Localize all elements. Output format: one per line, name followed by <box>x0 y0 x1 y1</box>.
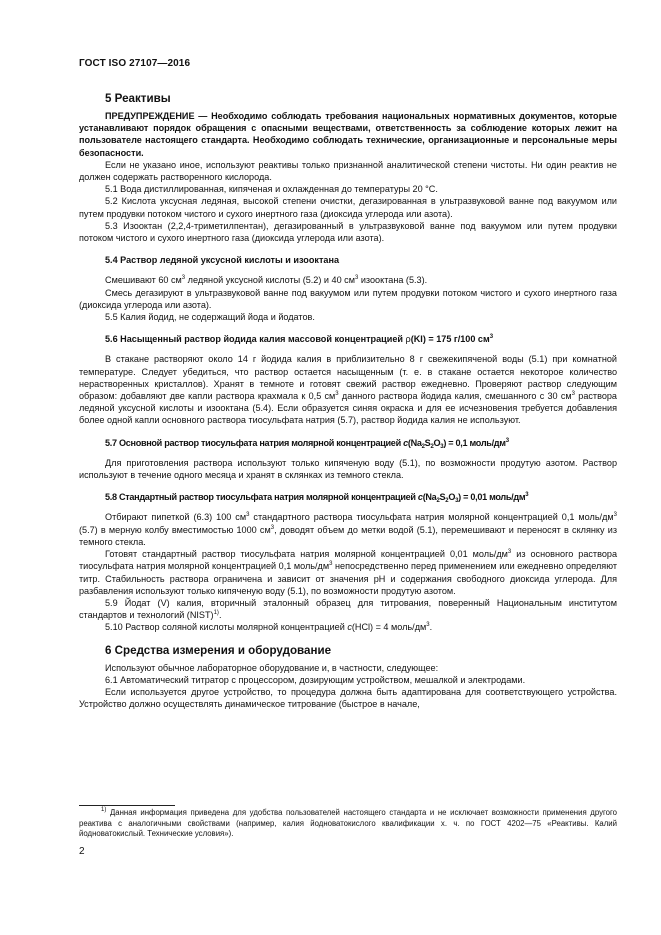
heading-5-6: 5.6 Насыщенный раствор йодида калия массовой концентрацией ρ(KI) = 175 г/100 $см^3$ <box>105 334 494 345</box>
paragraph-5-5: 5.5 Калия йодид, не содержащий йода и йодатов. <box>105 312 315 323</box>
paragraph-6-1: 6.1 Автоматический титратор с процессором, дозирующим устройством, мешалкой и электродами. <box>105 674 526 685</box>
paragraph-5-4a: Смешивают 60 $см^3$ ледяной уксусной кислоты (5.2) и 40 $см^3$ изооктана (5.3). <box>105 275 428 286</box>
paragraph-5-7: Для приготовления раствора используют только кипяченую воду (5.1), по возможности продутую азотом. Раствор используют в течение одного месяца и хранят в склянках из темного стекла. <box>79 457 617 481</box>
page-number: 2 <box>79 846 85 857</box>
footnote-reference[interactable]: 1) <box>213 610 219 617</box>
section-5-title: 5 Реактивы <box>105 92 171 105</box>
paragraph-5-9: 5.9 Йодат (V) калия, вторичный эталонный образец для титрования, поверенный Национальным институтом стандартов и технологий (NIST)$^{1)}$. <box>79 597 617 621</box>
paragraph-5-8b: Готовят стандартный раствор тиосульфата натрия молярной концентрацией 0,01 моль/$дм^3$ из основного раствора тиосульфата натрия молярной концентрацией 0,1 моль/$дм^3$ непосредственно перед применением или ежедневно определяют титр. Стабильность раствора ограничена и зависит от значения pH и содержания свободного диоксида углерода. Для разбавления используют только кипяченую воду (5.1), по возможности продутую азотом. <box>79 549 617 596</box>
paragraph-5-intro: Если не указано иное, используют реактивы только признанной аналитической степени чистоты. Ни один реактив не должен содержать растворенного кислорода. <box>79 159 617 183</box>
footnote-separator <box>79 805 175 806</box>
paragraph-5-10: 5.10 Раствор соляной кислоты молярной концентрацией c(HCl) = 4 моль/$дм^3$. <box>105 622 433 633</box>
footnote-marker: 1) <box>101 807 107 813</box>
heading-5-7: 5.7 Основной раствор тиосульфата натрия молярной концентрацией $c(Na_2S_2O_3) = 0,1$ моль/$дм^3$ <box>105 437 509 450</box>
paragraph-5-4b: Смесь дегазируют в ультразвуковой ванне под вакуумом или путем продувки потоком чистого и сухого инертного газа (диоксида углерода или азота). <box>79 287 617 310</box>
footnote <box>79 808 617 840</box>
paragraph-5-2: 5.2 Кислота уксусная ледяная, высокой степени очистки, дегазированная в ультразвуковой ванне под вакуумом или путем продувки потоком чистого и сухого инертного газа (диоксида углерода или азота). <box>79 196 617 219</box>
footnote-text: Данная информация приведена для удобства пользователей настоящего стандарта и не исключает возможности применения другого реактива с аналогичными свойствами (например, калия йодноватокислого квалификации х. ч. по ГОСТ 4202—75 «Реактивы. Калий йодноватокислый. Технические условия»). <box>79 808 618 838</box>
paragraph-5-8a: Отбирают пипеткой (6.3) 100 $см^3$ стандартного раствора тиосульфата натрия молярной концентрацией 0,1 моль/$дм^3$ (5.7) в мерную колбу вместимостью 1000 $см^3$, доводят объем до метки водой (5.1), перемешивают и переносят в склянку из темного стекла. <box>79 512 617 547</box>
paragraph-5-1: 5.1 Вода дистиллированная, кипяченая и охлажденная до температуры 20 °С. <box>105 184 438 195</box>
warning-paragraph: ПРЕДУПРЕЖДЕНИЕ — Необходимо соблюдать требования национальных нормативных документов, которые устанавливают порядок обращения с опасными веществами, ответственность за соблюдение которых лежит на пользователе настоящего стандарта. Необходимо соблюдать технические, организационные и персональные меры безопасности. <box>79 111 617 158</box>
paragraph-6-intro: Используют обычное лабораторное оборудование и, в частности, следующее: <box>105 662 439 673</box>
paragraph-5-6: В стакане растворяют около 14 г йодида калия в приблизительно 8 г свежекипяченой воды (5.1) при комнатной температуре. Следует убедиться, что раствор остается насыщенным (т. е. в стакане остается некоторое количество нерастворенных кристаллов). Хранят в темноте и готовят свежий раствор ежедневно. Проверяют раствор следующим образом: добавляют две капли раствора крахмала к 0,5 $см^3$ данного раствора йодида калия, смешанного с 30 $см^3$ раствора ледяной уксусной кислоты и изооктана (5.4). Если образуется синяя окраска и для ее исчезновения требуется добавления более одной капли основного раствора тиосульфата натрия (5.7), раствор йодида калия не используют. <box>79 354 617 426</box>
running-header: ГОСТ ISO 27107—2016 <box>79 58 191 69</box>
page-content <box>79 92 617 710</box>
heading-5-4: 5.4 Раствор ледяной уксусной кислоты и изооктана <box>105 255 339 266</box>
section-6-title: 6 Средства измерения и оборудование <box>105 643 332 657</box>
paragraph-6-1b: Если используется другое устройство, то процедура должна быть адаптирована для соответствующего устройства. Устройство должно осуществлять динамическое титрование (быстрое в начале, <box>79 686 617 710</box>
paragraph-5-3: 5.3 Изооктан (2,2,4-триметилпентан), дегазированный в ультразвуковой ванне под вакуумом или путем продувки потоком чистого и сухого инертного газа (диоксида углерода или азота). <box>79 220 617 244</box>
heading-5-8: 5.8 Стандартный раствор тиосульфата натрия молярной концентрацией $c(Na_2S_2O_3) = 0,01$ моль/$дм^3$ <box>105 492 529 505</box>
